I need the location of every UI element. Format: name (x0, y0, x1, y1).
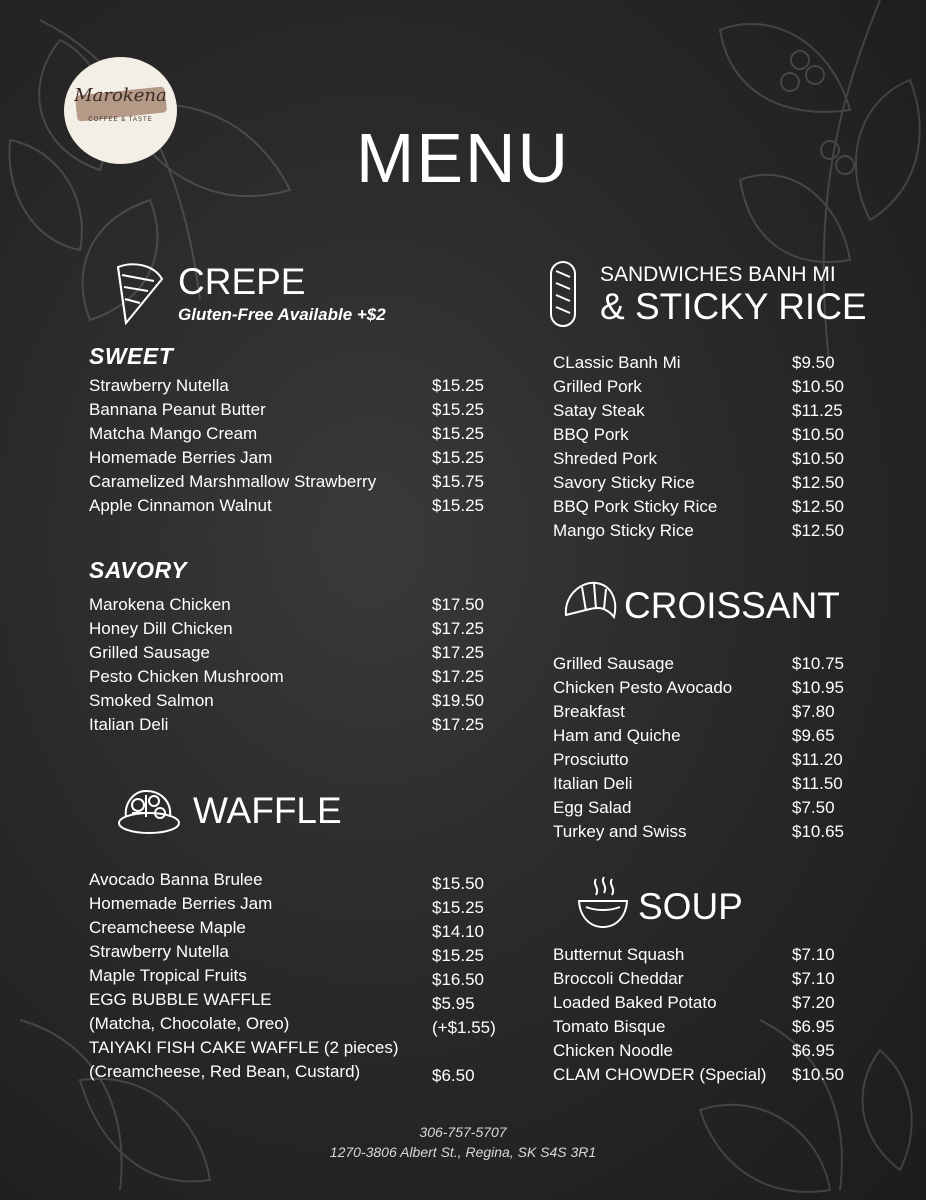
menu-item-price: $10.65 (792, 822, 844, 841)
menu-item-name: Caramelized Marshmallow Strawberry (89, 472, 377, 491)
menu-item-price: $11.20 (792, 750, 843, 769)
menu-item-name: Strawberry Nutella (89, 942, 229, 961)
menu-item-price: $10.75 (792, 654, 844, 673)
menu-item-price: $5.95 (432, 994, 475, 1013)
menu-item-name: Matcha Mango Cream (89, 424, 258, 443)
menu-item-price: $10.95 (792, 678, 844, 697)
soup-title: SOUP (638, 886, 743, 927)
menu-item-price: $7.10 (792, 969, 835, 988)
menu-item-price: $9.50 (792, 353, 835, 372)
menu-item-price: $9.65 (792, 726, 835, 745)
menu-item-price: $7.10 (792, 945, 835, 964)
menu-item-price: $12.50 (792, 473, 844, 492)
menu-item-name: EGG BUBBLE WAFFLE (89, 990, 272, 1009)
menu-item-name: Satay Steak (553, 401, 645, 420)
menu-item-name: Strawberry Nutella (89, 376, 229, 395)
menu-item-price: $10.50 (792, 449, 844, 468)
menu-item-name: Shreded Pork (553, 449, 657, 468)
menu-item-price: $6.95 (792, 1041, 835, 1060)
menu-item-price: $17.25 (432, 619, 484, 638)
footer-address: 1270-3806 Albert St., Regina, SK S4S 3R1 (329, 1144, 597, 1160)
crepe-icon (114, 261, 166, 325)
menu-item-name: Broccoli Cheddar (553, 969, 684, 988)
menu-item-price: $19.50 (432, 691, 484, 710)
menu-item-name: Egg Salad (553, 798, 632, 817)
waffle-title: WAFFLE (193, 790, 342, 831)
menu-item-name: (Matcha, Chocolate, Oreo) (89, 1014, 290, 1033)
menu-item-price: $7.20 (792, 993, 835, 1012)
menu-item-price: $15.25 (432, 946, 484, 965)
footer-phone: 306-757-5707 (419, 1124, 507, 1140)
crepe-savory-heading: SAVORY (89, 557, 188, 583)
menu-item-name: Italian Deli (553, 774, 633, 793)
menu-item-name: Bannana Peanut Butter (89, 400, 266, 419)
menu-item-price: $15.50 (432, 874, 484, 893)
menu-item-name: CLAM CHOWDER (Special) (553, 1065, 767, 1084)
menu-item-name: Italian Deli (89, 715, 169, 734)
menu-item-name: Grilled Pork (553, 377, 642, 396)
menu-item-price: $17.25 (432, 715, 484, 734)
menu-item-name: (Creamcheese, Red Bean, Custard) (89, 1062, 361, 1081)
menu-item-name: Smoked Salmon (89, 691, 214, 710)
menu-item-name: Homemade Berries Jam (89, 448, 273, 467)
menu-item-price: $17.50 (432, 595, 484, 614)
menu-item-name: Ham and Quiche (553, 726, 681, 745)
menu-item-price: $10.50 (792, 425, 844, 444)
menu-item-price: $12.50 (792, 497, 844, 516)
crepe-sweet-heading: SWEET (89, 343, 174, 369)
menu-item-price: $10.50 (792, 1065, 844, 1084)
menu-item-name: Marokena Chicken (89, 595, 231, 614)
menu-item-price: $15.25 (432, 424, 484, 443)
menu-item-price: $7.80 (792, 702, 835, 721)
menu-item-price: $15.25 (432, 448, 484, 467)
menu-item-name: BBQ Pork (553, 425, 629, 444)
menu-item-name: Honey Dill Chicken (89, 619, 233, 638)
logo-brand-name: Marokena (74, 85, 167, 106)
menu-title: MENU (355, 119, 571, 197)
croissant-icon (562, 577, 618, 623)
menu-item-price: $15.25 (432, 400, 484, 419)
menu-item-price: $7.50 (792, 798, 835, 817)
menu-item-price: $11.50 (792, 774, 843, 793)
sandwiches-title-line1: SANDWICHES BANH MI (600, 263, 836, 286)
menu-item-name: Prosciutto (553, 750, 629, 769)
menu-item-name: Chicken Pesto Avocado (553, 678, 733, 697)
logo-tagline: COFFEE & TASTE (88, 117, 153, 123)
menu-item-name: Avocado Banna Brulee (89, 870, 263, 889)
menu-item-name: Tomato Bisque (553, 1017, 666, 1036)
menu-item-price: $15.75 (432, 472, 484, 491)
sandwiches-title-line2: & STICKY RICE (600, 286, 867, 327)
menu-item-name: Turkey and Swiss (553, 822, 687, 841)
menu-item-name: Grilled Sausage (553, 654, 674, 673)
menu-item-name: Mango Sticky Rice (553, 521, 694, 540)
menu-item-name: Grilled Sausage (89, 643, 210, 662)
menu-item-name: Apple Cinnamon Walnut (89, 496, 272, 515)
menu-item-price: $6.95 (792, 1017, 835, 1036)
menu-item-name: Creamcheese Maple (89, 918, 246, 937)
banh-mi-sandwich-icon (548, 259, 578, 329)
menu-item-price: $14.10 (432, 922, 484, 941)
menu-item-name: Breakfast (553, 702, 625, 721)
menu-item-name: Pesto Chicken Mushroom (89, 667, 284, 686)
menu-item-name: Maple Tropical Fruits (89, 966, 247, 985)
menu-item-name: Loaded Baked Potato (553, 993, 717, 1012)
menu-item-name: BBQ Pork Sticky Rice (553, 497, 718, 516)
menu-item-price: $15.25 (432, 376, 484, 395)
waffle-icon (116, 783, 182, 837)
menu-item-name: Savory Sticky Rice (553, 473, 695, 492)
menu-item-price: $17.25 (432, 667, 484, 686)
crepe-subtitle: Gluten-Free Available +$2 (178, 305, 386, 324)
menu-item-price: $17.25 (432, 643, 484, 662)
menu-item-price: $15.25 (432, 898, 484, 917)
crepe-title: CREPE (178, 261, 306, 302)
menu-item-name: TAIYAKI FISH CAKE WAFFLE (2 pieces) (89, 1038, 399, 1057)
menu-item-price: $6.50 (432, 1066, 475, 1085)
menu-item-price: $10.50 (792, 377, 844, 396)
menu-item-price: $11.25 (792, 401, 843, 420)
croissant-title: CROISSANT (624, 585, 840, 626)
menu-item-price: $15.25 (432, 496, 484, 515)
menu-item-name: Butternut Squash (553, 945, 685, 964)
menu-item-price: $16.50 (432, 970, 484, 989)
menu-item-name: Homemade Berries Jam (89, 894, 273, 913)
menu-item-name: CLassic Banh Mi (553, 353, 681, 372)
menu-item-name: Chicken Noodle (553, 1041, 674, 1060)
menu-item-price: (+$1.55) (432, 1018, 496, 1037)
menu-item-price: $12.50 (792, 521, 844, 540)
soup-bowl-icon (576, 875, 630, 931)
